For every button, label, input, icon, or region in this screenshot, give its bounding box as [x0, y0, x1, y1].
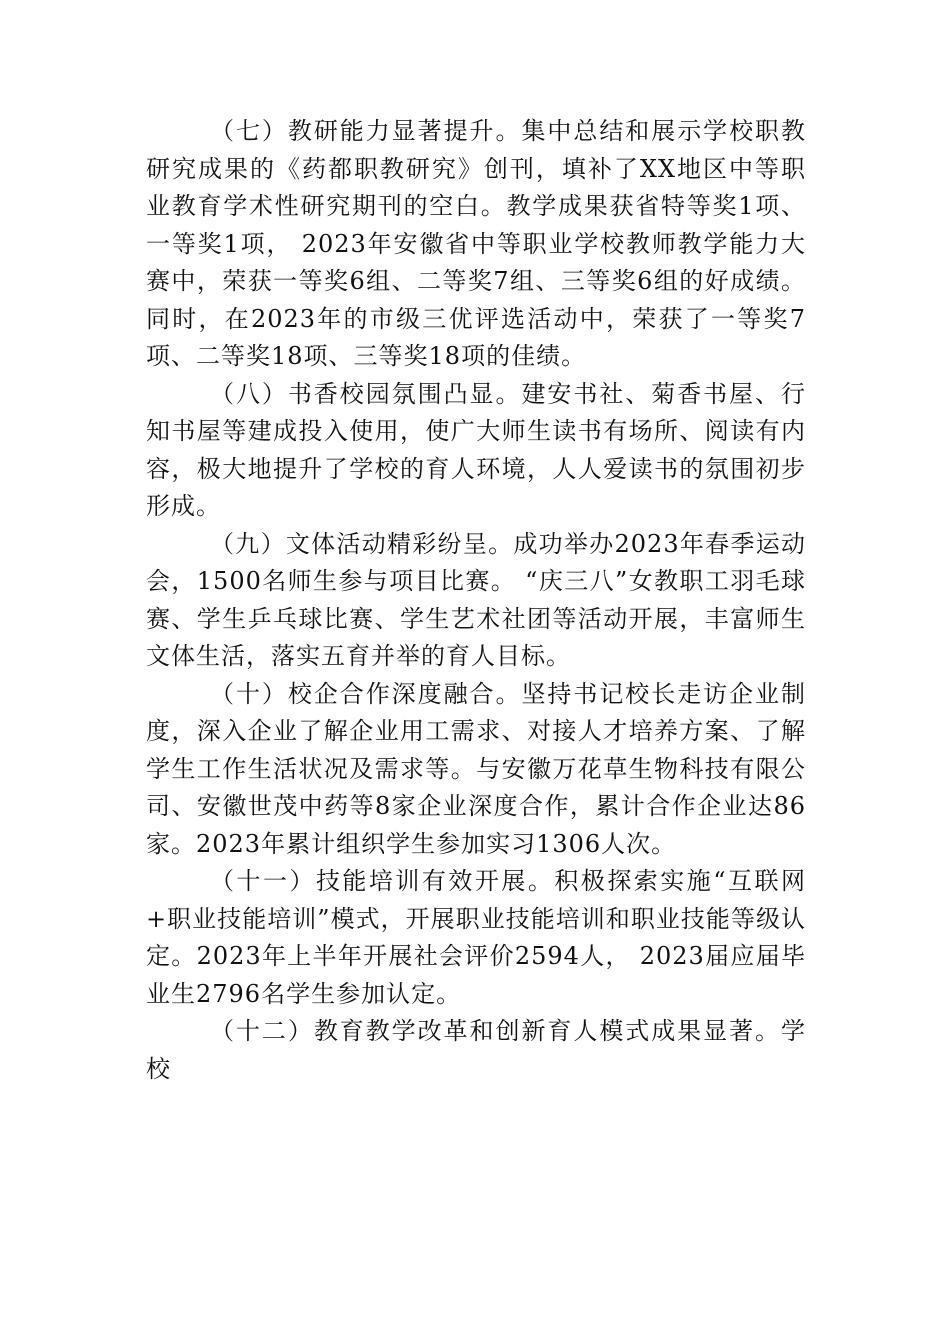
paragraph-11 — [146, 863, 806, 1013]
paragraph-heading: （七）教研能力显著提升。 — [210, 117, 522, 145]
document-body — [146, 113, 806, 1088]
paragraph-text: 坚持书记校长走访企业制度，深入企业了解企业用工需求、对接人才培养方案、了解学生工作生活状况及需求等。与安徽万花草生物科技有限公司、安徽世茂中药等8家企业深度合作，累计合作企业达86家。2023年累计组织学生参加实习1306人次。 — [146, 679, 807, 858]
paragraph-7 — [146, 113, 806, 376]
paragraph-text: 建安书社、菊香书屋、行知书屋等建成投入使用，使广大师生读书有场所、阅读有内容，极大地提升了学校的育人环境，人人爱读书的氛围初步形成。 — [146, 379, 807, 520]
paragraph-text: 集中总结和展示学校职教研究成果的《药都职教研究》创刊，填补了XX地区中等职业教育学术性研究期刊的空白。教学成果获省特等奖1项、一等奖1项， 2023年安徽省中等职业学校教师教学能力大赛中，荣获一等奖6组、二等奖7组、三等奖6组的好成绩。同时，在2023年的市级三优评选活动中，荣获了一等奖7项、二等奖18项、三等奖18项的佳绩。 — [146, 117, 807, 370]
paragraph-9 — [146, 526, 806, 676]
paragraph-text: 积极探索实施“互联网+职业技能培训”模式，开展职业技能培训和职业技能等级认定。2023年上半年开展社会评价2594人， 2023届应届毕业生2796名学生参加认定。 — [146, 867, 806, 1008]
paragraph-8 — [146, 376, 806, 526]
paragraph-heading: （九）文体活动精彩纷呈。 — [210, 529, 514, 558]
paragraph-heading: （十一）技能培训有效开展。 — [210, 867, 555, 895]
paragraph-text: 成功举办2023年春季运动会，1500名师生参与项目比赛。 “庆三八”女教职工羽毛球赛、学生乒乓球比赛、学生艺术社团等活动开展，丰富师生文体生活，落实五育并举的育人目标。 — [146, 529, 807, 670]
paragraph-10 — [146, 676, 806, 864]
paragraph-12 — [146, 1013, 806, 1088]
paragraph-heading: （八）书香校园氛围凸显。 — [210, 379, 522, 408]
paragraph-heading: （十二）教育教学改革和创新育人模式成果显著。 — [210, 1017, 781, 1045]
paragraph-text: 学校 — [146, 1017, 806, 1083]
paragraph-heading: （十）校企合作深度融合。 — [210, 679, 522, 708]
